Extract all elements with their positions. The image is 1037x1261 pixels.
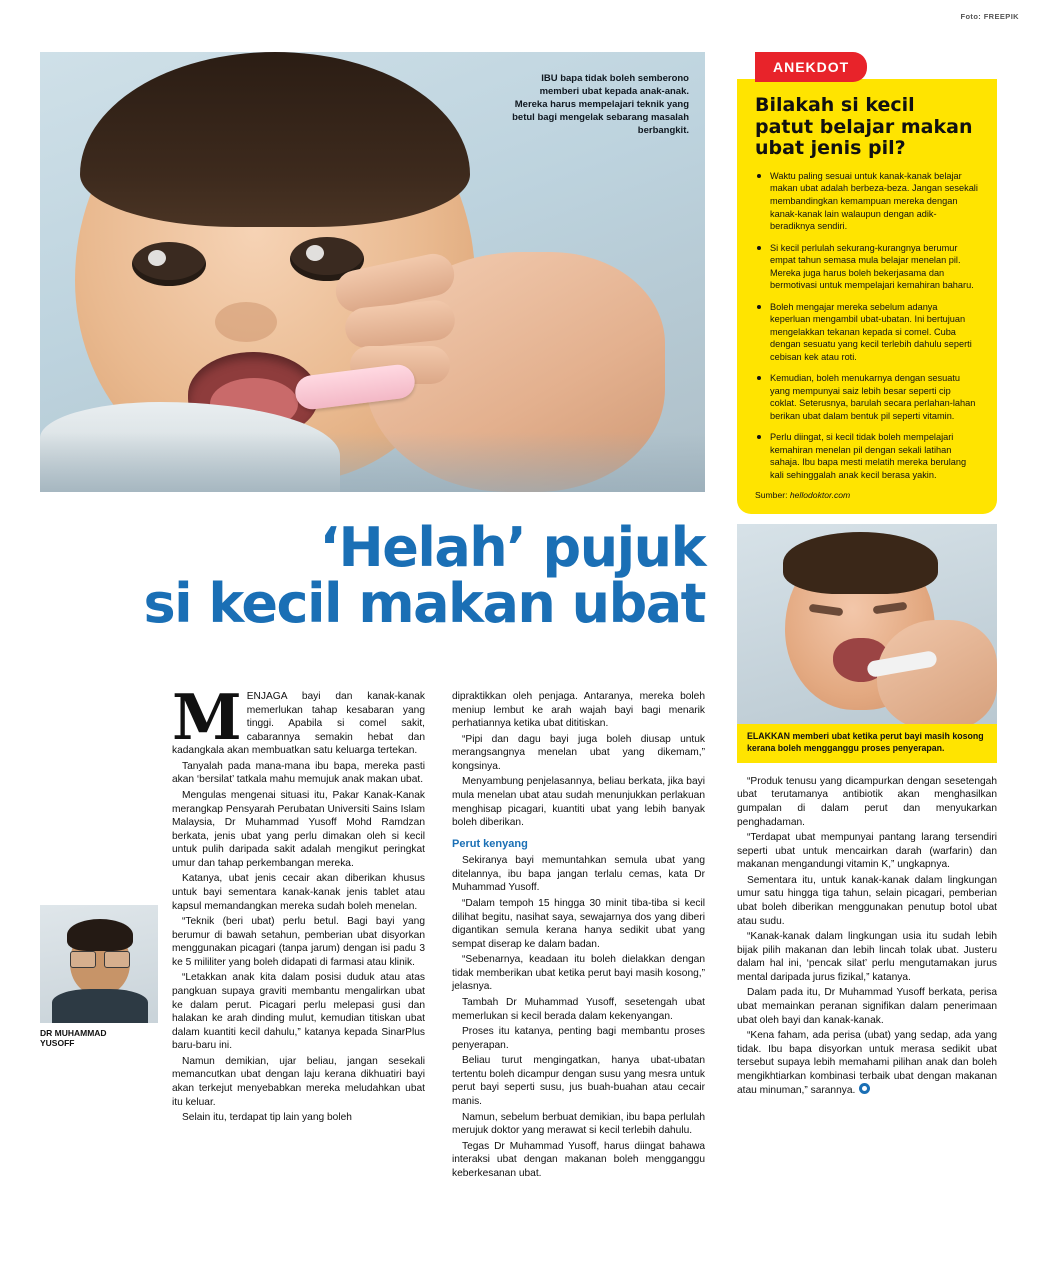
child-eye-left	[132, 242, 206, 286]
anekdot-bullet-list	[755, 170, 979, 481]
article-column-1	[172, 680, 425, 1127]
article-column-3	[737, 775, 997, 1098]
source-value: hellodoktor.com	[789, 490, 851, 501]
list-item: Waktu paling sesuai untuk kanak-kanak belajar makan ubat adalah berbeza-beza. Jangan sesekali membandingkan kemampuan mereka dengan kanak-kanak lain walaupun dengan adik-beradiknya sendiri.	[755, 170, 979, 233]
author-name	[40, 1028, 158, 1048]
author-name-line-1: DR MUHAMMAD	[40, 1028, 107, 1038]
secondary-photo	[737, 524, 997, 724]
source-line	[755, 490, 979, 500]
anekdot-tab-label: ANEKDOT	[755, 52, 867, 82]
paragraph: “Teknik (beri ubat) perlu betul. Bagi bayi yang berumur di bawah setahun, pemberian ubat disyorkan menggunakan picagari (tanpa jarum) dengan isi padu 3 ke 5 mililiter yang boleh didapati di farmasi atau klinik.	[172, 916, 425, 968]
paragraph: “Produk tenusu yang dicampurkan dengan sesetengah ubat terutamanya antibiotik akan menghasilkan gumpalan di dalam perut dan menyukarkan penghadaman.	[737, 775, 997, 828]
paragraph: “Kanak-kanak dalam lingkungan usia itu sudah lebih bijak pilih makanan dan lebih lincah tolak ubat. Justeru dalam hal ini, ‘pencak silat’ perlu mengutamakan jurus mental daripada jurus fizikal,” katanya.	[737, 931, 997, 983]
paragraph: dipraktikkan oleh penjaga. Antaranya, mereka boleh meniup lembut ke arah wajah bayi bagi menarik perhatiannya ketika ubat dititiskan.	[452, 691, 705, 730]
paragraph: Katanya, ubat jenis cecair akan diberikan khusus untuk bayi sementara kanak-kanak jenis tablet atau kapsul memandangkan mereka sudah boleh menelan.	[172, 873, 425, 912]
main-photo-caption: IBU bapa tidak boleh semberono memberi ubat kepada anak-anak. Mereka harus mempelajari teknik yang betul bagi mengelak sebarang masalah berbangkit.	[512, 73, 689, 137]
list-item: Kemudian, boleh menukarnya dengan sesuatu yang mempunyai saiz lebih besar seperti cip coklat. Seterusnya, barulah secara perlahan-lahan berikan ubat dalam bentuk pil seperti vitamin.	[755, 372, 979, 422]
list-item: Boleh mengajar mereka sebelum adanya keperluan mengambil ubat-ubatan. Ini bertujuan mengelakkan tekanan kepada si comel. Cuba dengan sesuatu yang kecil terlebih dahulu seperti cebisan kek atau roti.	[755, 301, 979, 364]
photo-credit: Foto: FREEPIK	[960, 12, 1019, 21]
anekdot-box	[737, 79, 997, 514]
source-label: Sumber:	[755, 490, 788, 501]
paragraph: Mengulas mengenai situasi itu, Pakar Kanak-Kanak merangkap Pensyarah Perubatan Universiti Sains Islam Malaysia, Dr Muhammad Yusoff Mohd Ramdzan berkata, jenis ubat yang perlu dimakan oleh si kecil untuk pulih daripada sakit adalah mengikut peringkat umur dan tahap perkembangan mereka.	[172, 790, 425, 869]
glasses-icon	[70, 951, 130, 967]
anekdot-title-line-3: ubat jenis pil?	[755, 137, 906, 160]
paragraph: ENJAGA bayi dan kanak-kanak memerlukan tahap kesabaran yang tinggi. Apabila si comel sakit, cabarannya semakin hebat dan kadangkala akan membuatkan satu keluarga tertekan.	[172, 691, 425, 757]
article-column-2	[452, 690, 705, 1183]
author-block	[40, 905, 158, 1048]
headline-line-2: si kecil makan ubat	[143, 572, 705, 636]
paragraph: Selain itu, terdapat tip lain yang boleh	[182, 1112, 352, 1124]
author-photo	[40, 905, 158, 1023]
photo-gradient	[40, 432, 705, 492]
paragraph: Proses itu katanya, penting bagi membantu proses penyerapan.	[452, 1026, 705, 1051]
list-item: Si kecil perlulah sekurang-kurangnya berumur empat tahun semasa mula belajar menelan pil. Mereka juga harus boleh bekerjasama dan bermotivasi untuk mempelajari kemahiran baharu.	[755, 242, 979, 292]
baby-hair	[783, 532, 938, 594]
drop-cap: M	[172, 680, 242, 754]
paragraph: Sekiranya bayi memuntahkan semula ubat yang ditelannya, ibu bapa jangan terlalu cemas, kata Dr Muhammad Yusoff.	[452, 855, 705, 894]
paragraph: “Sebenarnya, keadaan itu boleh dielakkan dengan tidak memberikan ubat ketika perut bayi masih kosong,” jelasnya.	[452, 954, 705, 993]
list-item: Perlu diingat, si kecil tidak boleh mempelajari kemahiran menelan pil dengan sekali latihan sahaja. Ibu bapa mesti melatih mereka berulang kali sehinggalah anak kecil berasa yakin.	[755, 431, 979, 481]
anekdot-title	[755, 95, 979, 160]
paragraph: Namun, sebelum berbuat demikian, ibu bapa perlulah merujuk doktor yang merawat si kecil terlebih dahulu.	[452, 1111, 705, 1137]
paragraph: Tanyalah pada mana-mana ibu bapa, mereka pasti akan ‘bersilat’ tatkala mahu memujuk anak makan ubat.	[172, 760, 425, 786]
anekdot-title-line-2: patut belajar makan	[755, 115, 973, 138]
paragraph: Namun demikian, ujar beliau, jangan sesekali memancutkan ubat dengan laju kerana dikhuatiri bayi akan terkejut menyebabkan mereka meludahkan ubat itu keluar.	[172, 1055, 425, 1108]
paragraph: Tegas Dr Muhammad Yusoff, harus diingat bahawa interaksi ubat dengan makanan boleh mengganggu keberkesanan ubat.	[452, 1140, 705, 1179]
secondary-photo-caption: ELAKKAN memberi ubat ketika perut bayi masih kosong kerana boleh mengganggu proses penyerapan.	[737, 724, 997, 763]
child-nose	[215, 302, 277, 342]
paragraph-text: “Kena faham, ada perisa (ubat) yang sedap, ada yang tidak. Ibu bapa disyorkan untuk merasa sedikit ubat tersebut supaya lebih memahami pilihan anak dan boleh mengikhtiarkan kombinasi terbaik ubat dengan makanan atau minuman,” sarannya.	[737, 1030, 997, 1097]
end-of-article-icon	[859, 1083, 870, 1094]
page-title	[40, 516, 705, 636]
paragraph: Tambah Dr Muhammad Yusoff, sesetengah ubat memerlukan si kecil berada dalam kekenyangan.	[452, 997, 705, 1022]
paragraph: “Letakkan anak kita dalam posisi duduk atau atas pangkuan supaya graviti membantu mengalirkan ubat ke dalam perut. Picagari perlu melepasi gusi dan halakan ke arah dinding mulut, kemudian titiskan ubat dalam kuantiti kecil dahulu,” katanya kepada SinarPlus baru-baru ini.	[172, 972, 425, 1052]
anekdot-title-line-1: Bilakah si kecil	[755, 94, 915, 116]
paragraph: “Terdapat ubat mempunyai pantang larang tersendiri seperti ubat untuk mencairkan darah (warfarin) dan makanan mengandungi vitamin K,” ungkapnya.	[737, 832, 997, 871]
paragraph: Beliau turut mengingatkan, hanya ubat-ubatan tertentu boleh dicampur dengan susu yang mesra untuk perut bayi seperti susu, jus buah-buahan atau cecair manis.	[452, 1055, 705, 1108]
paragraph: Sementara itu, untuk kanak-kanak dalam lingkungan umur satu hingga tiga tahun, selain picagari, pemberian ubat boleh diberikan menggunakan penutup botol ubat atau sudu.	[737, 874, 997, 927]
paragraph: “Dalam tempoh 15 hingga 30 minit tiba-tiba si kecil dilihat begitu, nasihat saya, sewajarnya dos yang diberi digantikan semula kerana hanya sedikit ubat yang sempat diserap ke dalam badan.	[452, 898, 705, 950]
section-subheading: Perut kenyang	[452, 837, 528, 850]
main-photo	[40, 52, 705, 492]
author-name-line-2: YUSOFF	[40, 1038, 75, 1049]
headline-line-1: ‘Helah’ pujuk	[319, 516, 705, 579]
paragraph: Dalam pada itu, Dr Muhammad Yusoff berkata, perisa ubat memainkan peranan signifikan dalam penerimaan ubat oleh bayi dan kanak-kanak.	[737, 987, 997, 1026]
paragraph: Menyambung penjelasannya, beliau berkata, jika bayi mula menelan ubat atau sudah menunjukkan perlakuan menghisap picagari, kuantiti ubat yang lebih banyak boleh diberikan.	[452, 776, 705, 829]
paragraph-last	[737, 1029, 997, 1098]
sidebar	[737, 52, 997, 1100]
paragraph: “Pipi dan dagu bayi juga boleh diusap untuk merangsangnya menelan ubat yang dikemam,” kongsinya.	[452, 733, 705, 772]
